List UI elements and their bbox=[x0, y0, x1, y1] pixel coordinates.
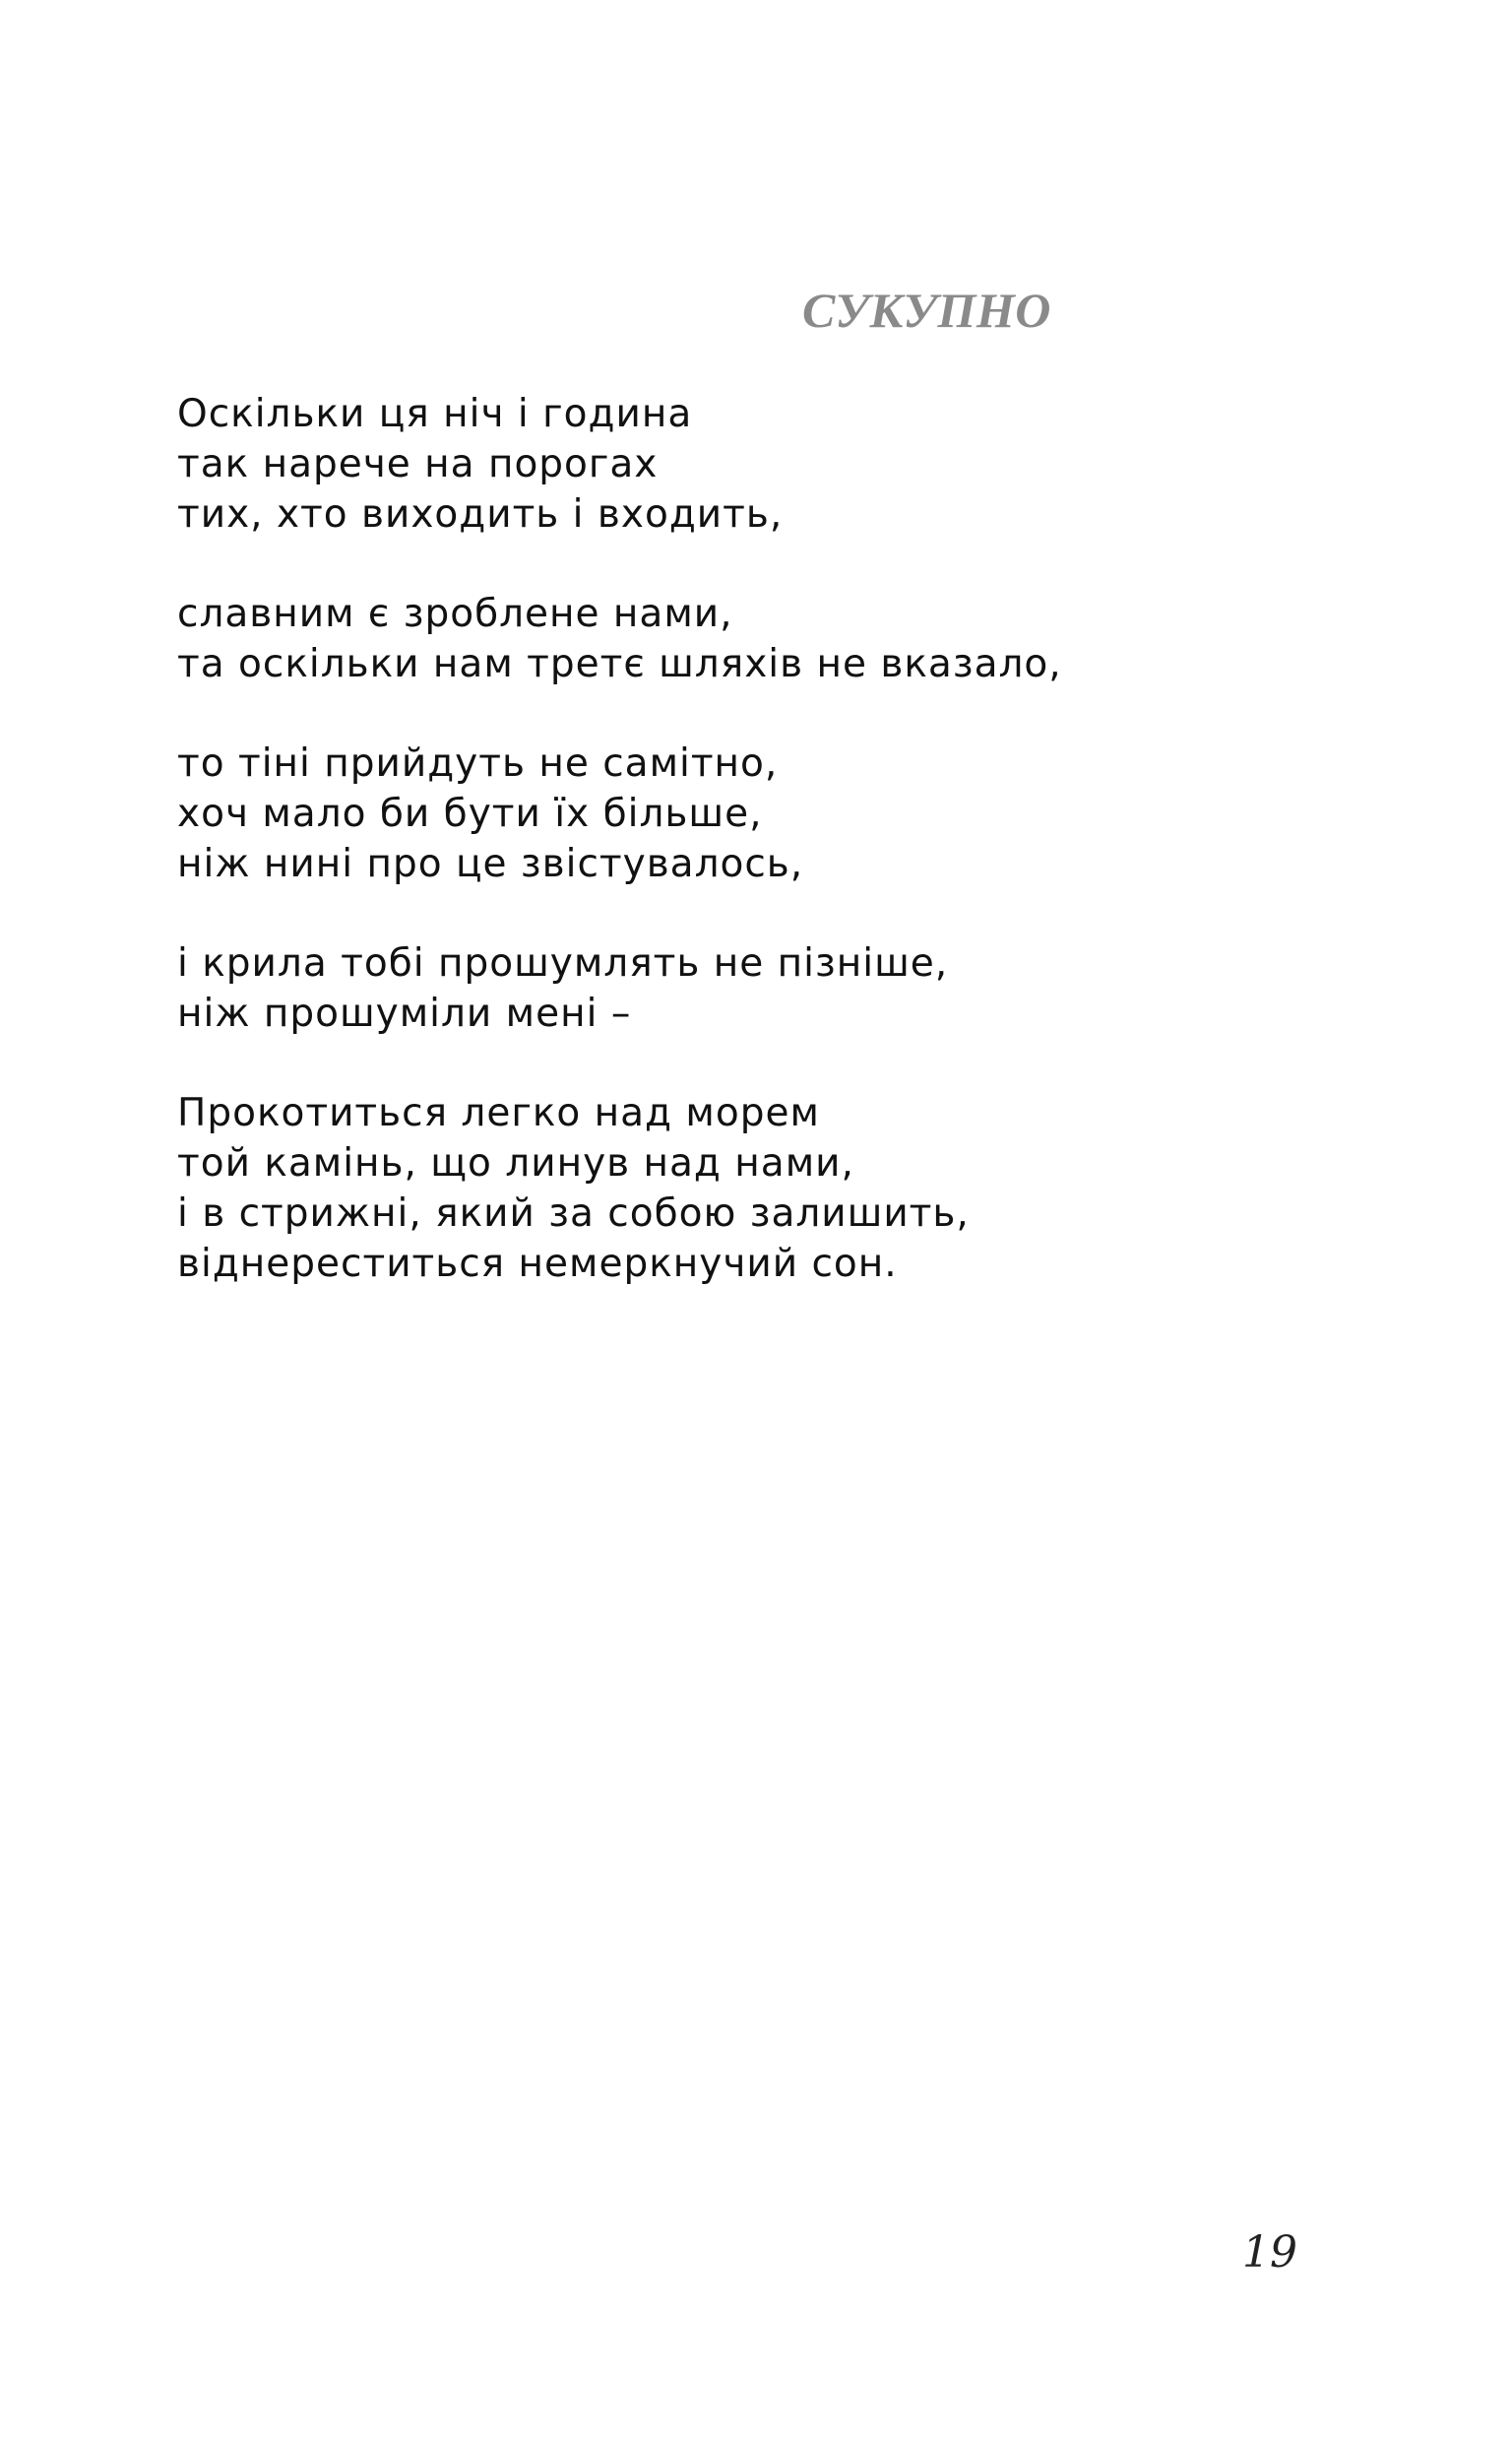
poem-line: то тіні прийдуть не самітно, bbox=[177, 741, 779, 786]
poem-line: і крила тобі прошумлять не пізніше, bbox=[177, 941, 949, 986]
stanza bbox=[177, 938, 1260, 1039]
poem-line: тих, хто виходить і входить, bbox=[177, 492, 784, 537]
poem-body bbox=[177, 389, 1260, 1338]
stanza bbox=[177, 589, 1260, 689]
poem-line: той камінь, що линув над нами, bbox=[177, 1141, 854, 1186]
stanza bbox=[177, 739, 1260, 889]
poem-line: ніж прошуміли мені – bbox=[177, 992, 632, 1036]
poem-line: і в стрижні, який за собою залишить, bbox=[177, 1191, 970, 1236]
page-number: 19 bbox=[1242, 2227, 1297, 2278]
poem-line: так нарече на порогах bbox=[177, 442, 659, 486]
poem-title: СУКУПНО bbox=[802, 283, 1051, 338]
poem-line: славним є зроблене нами, bbox=[177, 592, 733, 636]
poem-line: ніж нині про це звістувалось, bbox=[177, 842, 804, 886]
poem-line: віднереститься немеркнучий сон. bbox=[177, 1242, 898, 1286]
poem-line: хоч мало би бути їх більше, bbox=[177, 792, 763, 836]
poem-line: Оскільки ця ніч і година bbox=[177, 392, 693, 436]
poem-line: та оскільки нам третє шляхів не вказало, bbox=[177, 642, 1062, 686]
stanza bbox=[177, 389, 1260, 540]
stanza bbox=[177, 1088, 1260, 1289]
poem-line: Прокотиться легко над морем bbox=[177, 1091, 820, 1135]
